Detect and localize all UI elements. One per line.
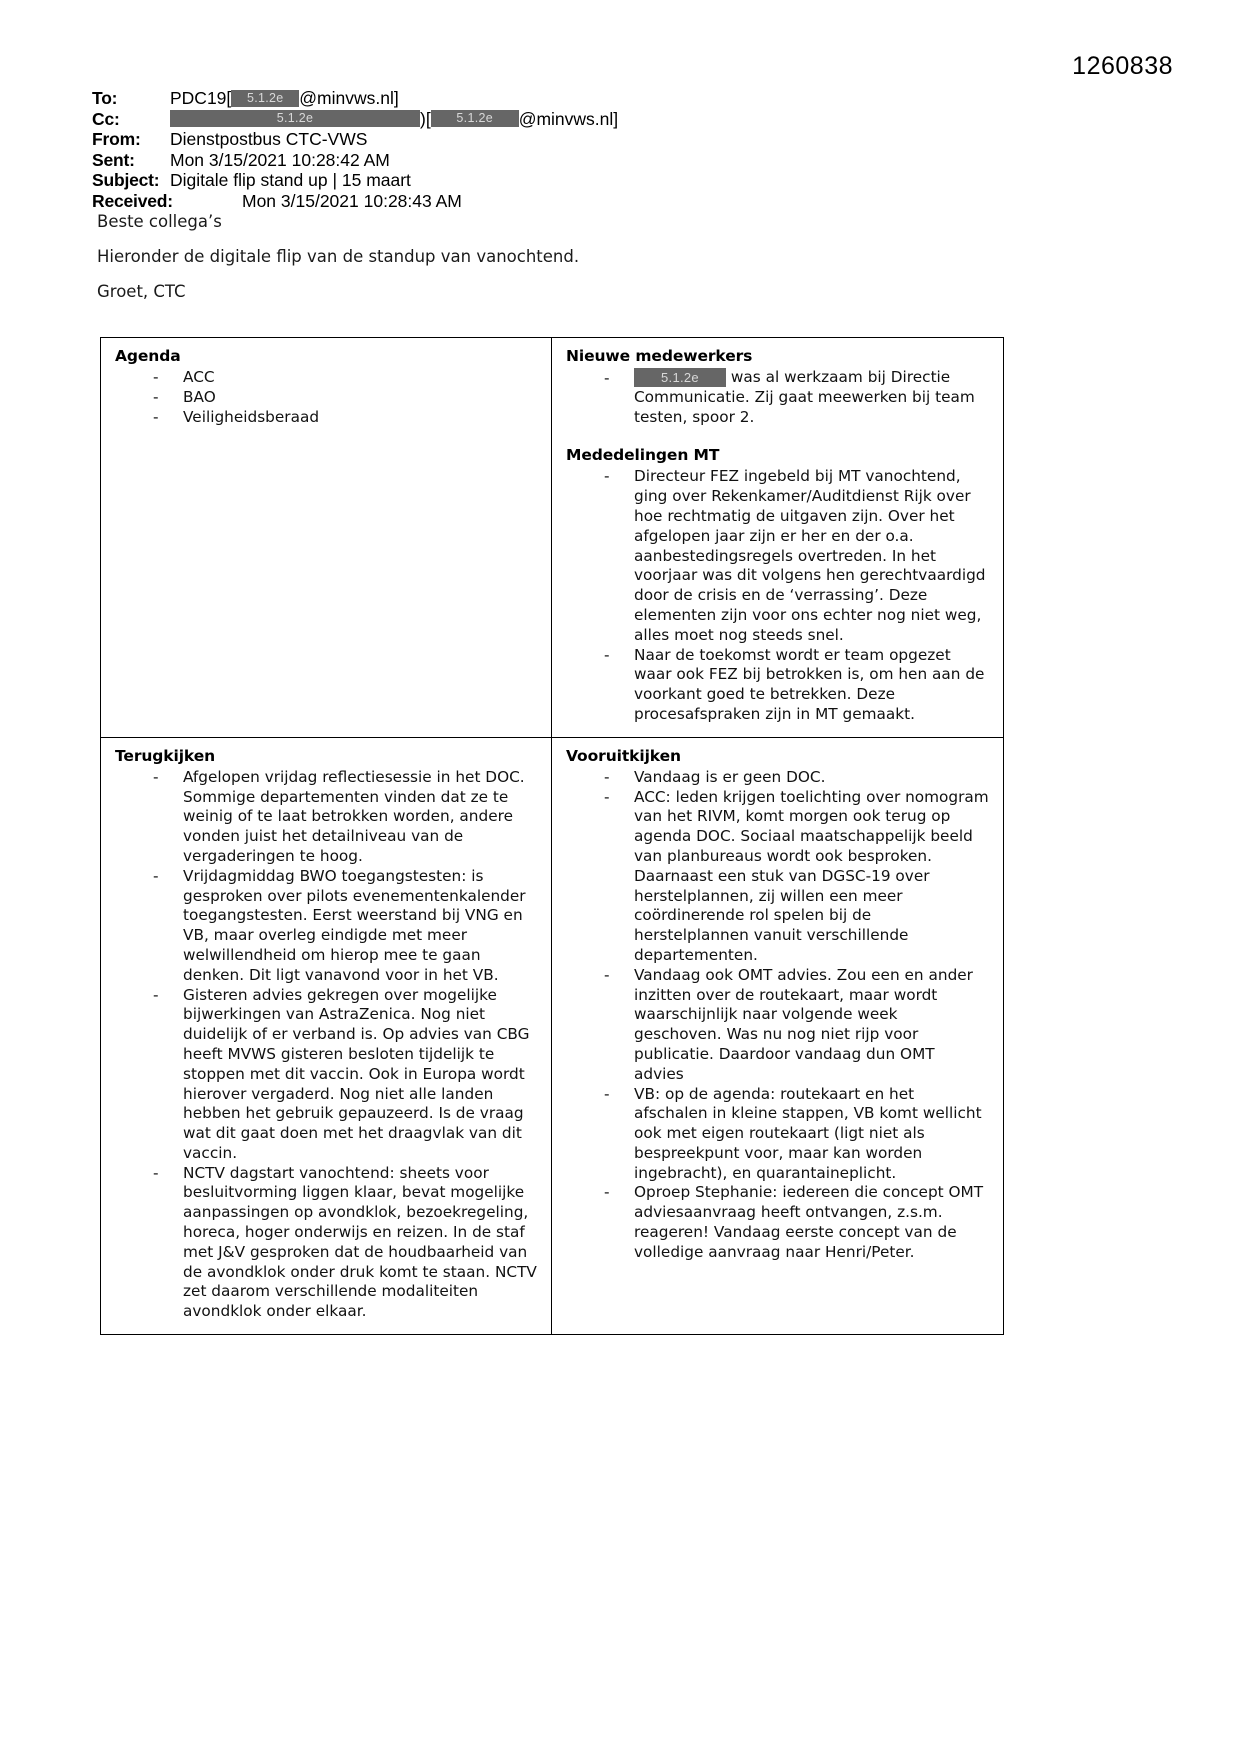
mededelingen-mt-title: Mededelingen MT <box>566 446 720 465</box>
to-suffix: @minvws.nl] <box>299 88 399 108</box>
header-row-to <box>92 88 912 109</box>
cell-terugkijken <box>101 737 552 1334</box>
redaction-box-cc-1: 5.1.2e <box>170 110 420 127</box>
digital-flip-table <box>100 337 1004 1335</box>
nieuwe-medewerkers-title: Nieuwe medewerkers <box>566 347 753 365</box>
agenda-list <box>115 368 537 427</box>
cc-middle: )[ <box>420 108 431 129</box>
cell-agenda <box>101 338 552 738</box>
list-item: - ACC: leden krijgen toelichting over nomogram van het RIVM, komt morgen ook terug op agenda DOC. Sociaal maatschappelijk beeld van planbureaus wordt ook besproken. Daarnaast een stuk van DGSC-19 over herstelplannen, zij willen een meer coördinerende rol spelen bij de herstelplannen vanuit verschillende departementen. <box>604 788 989 966</box>
header-value-received: Mon 3/15/2021 10:28:43 AM <box>242 190 462 211</box>
body-intro: Hieronder de digitale flip van de standup van vanochtend. <box>97 247 580 266</box>
header-label-received: Received: <box>92 190 173 211</box>
header-value-subject: Digitale flip stand up | 15 maart <box>170 170 411 190</box>
list-item: - Vrijdagmiddag BWO toegangstesten: is gesproken over pilots evenementenkalender toegangstesten. Eerst weerstand bij VNG en VB, maar overleg eindigde met meer welwillendheid om hierop mee te gaan denken. Dit ligt vanavond voor in het VB. <box>153 867 537 986</box>
header-row-subject <box>92 170 912 191</box>
terugkijken-title: Terugkijken <box>115 746 216 765</box>
header-value-sent: Mon 3/15/2021 10:28:42 AM <box>170 149 390 170</box>
list-item: - Vandaag is er geen DOC. <box>604 768 989 788</box>
mail-header <box>92 88 912 211</box>
header-value-to <box>170 88 912 109</box>
list-item: - Naar de toekomst wordt er team opgezet waar ook FEZ bij betrokken is, om hen aan de voorkant goed te betrekken. Deze procesafspraken zijn in MT gemaakt. <box>604 646 989 725</box>
header-row-from <box>92 129 912 150</box>
vooruitkijken-list <box>566 768 989 1263</box>
header-label-from: From: <box>92 129 141 149</box>
list-item: - Afgelopen vrijdag reflectiesessie in het DOC. Sommige departementen vinden dat ze te weinig of te laat betrokken worden, andere vonden juist het detailniveau van de vergaderingen te hoog. <box>153 768 537 867</box>
cc-suffix: @minvws.nl] <box>518 108 619 129</box>
list-item: - Vandaag ook OMT advies. Zou een en ander inzitten over de routekaart, maar wordt waarschijnlijk naar volgende week geschoven. Was nu nog niet rijp voor publicatie. Daardoor vandaag dun OMT advies <box>604 966 989 1085</box>
vooruitkijken-title: Vooruitkijken <box>566 746 681 765</box>
mededelingen-mt-list <box>566 467 989 724</box>
list-item: - ACC <box>153 368 537 388</box>
header-label-subject: Subject: <box>92 170 160 190</box>
list-item: - Veiligheidsberaad <box>153 408 537 428</box>
header-label-to: To: <box>92 88 118 108</box>
redaction-box-cc-2: 5.1.2e <box>431 110 519 127</box>
header-value-from: Dienstpostbus CTC-VWS <box>170 129 368 149</box>
nieuwe-medewerker-text: was al werkzaam bij Directie Communicatie. Zij gaat meewerken bij team testen, spoor 2. <box>634 368 975 426</box>
page-number: 1260838 <box>1072 52 1173 80</box>
list-item: - NCTV dagstart vanochtend: sheets voor besluitvorming liggen klaar, bevat mogelijke aanpassingen op avondklok, bezoekregeling, horeca, hoger onderwijs en reizen. In de staf met J&V gesproken dat de houdbaarheid van de avondklok onder druk komt te staan. NCTV zet daarom verschillende modaliteiten avondklok onder elkaar. <box>153 1164 537 1322</box>
nieuwe-medewerkers-list <box>566 368 989 427</box>
redaction-box-nieuwe-medewerker: 5.1.2e <box>634 368 726 387</box>
table-row-bottom <box>101 737 1004 1334</box>
list-item: - VB: op de agenda: routekaart en het afschalen in kleine stappen, VB komt wellicht ook met eigen routekaart (ligt niet als bespreekpunt voor, maar kan worden ingebracht), en quarantaineplicht. <box>604 1085 989 1184</box>
header-row-cc <box>92 109 912 130</box>
table-row-top <box>101 338 1004 738</box>
list-item: - Directeur FEZ ingebeld bij MT vanochtend, ging over Rekenkamer/Auditdienst Rijk over hoe rechtmatig de uitgaven zijn. Over het afgelopen jaar zijn er her en der o.a. aanbestedingsregels overtreden. In het voorjaar was dit volgens hen gerechtvaardigd door de crisis en de ‘verrassing’. Deze elementen zijn voor ons echter nog niet weg, alles moet nog steeds snel. <box>604 467 989 645</box>
header-row-sent <box>92 150 912 171</box>
header-value-cc <box>170 109 912 130</box>
redaction-box-to: 5.1.2e <box>231 90 299 107</box>
header-row-received <box>92 191 912 212</box>
list-item: - BAO <box>153 388 537 408</box>
cell-vooruitkijken <box>552 737 1004 1334</box>
agenda-title: Agenda <box>115 347 181 365</box>
terugkijken-list <box>115 768 537 1322</box>
list-item: - Gisteren advies gekregen over mogelijke bijwerkingen van AstraZenica. Nog niet duidelijk of er verband is. Op advies van CBG heeft MVWS gisteren besloten tijdelijk te stoppen met dit vaccin. Ook in Europa wordt hierover vergaderd. Nog niet alle landen hebben het gebruik gepauzeerd. Is de vraag wat dit gaat doen met het draagvlak van dit vaccin. <box>153 986 537 1164</box>
list-item: - Oproep Stephanie: iedereen die concept OMT adviesaanvraag heeft ontvangen, z.s.m. reageren! Vandaag eerste concept van de volledige aanvraag naar Henri/Peter. <box>604 1183 989 1262</box>
header-label-sent: Sent: <box>92 149 135 170</box>
body-signoff: Groet, CTC <box>97 282 186 301</box>
header-label-cc: Cc: <box>92 108 120 129</box>
list-item <box>604 368 989 427</box>
body-greeting: Beste collega’s <box>97 212 222 231</box>
cell-nieuwe-medewerkers <box>552 338 1004 738</box>
to-prefix: PDC19[ <box>170 88 232 108</box>
